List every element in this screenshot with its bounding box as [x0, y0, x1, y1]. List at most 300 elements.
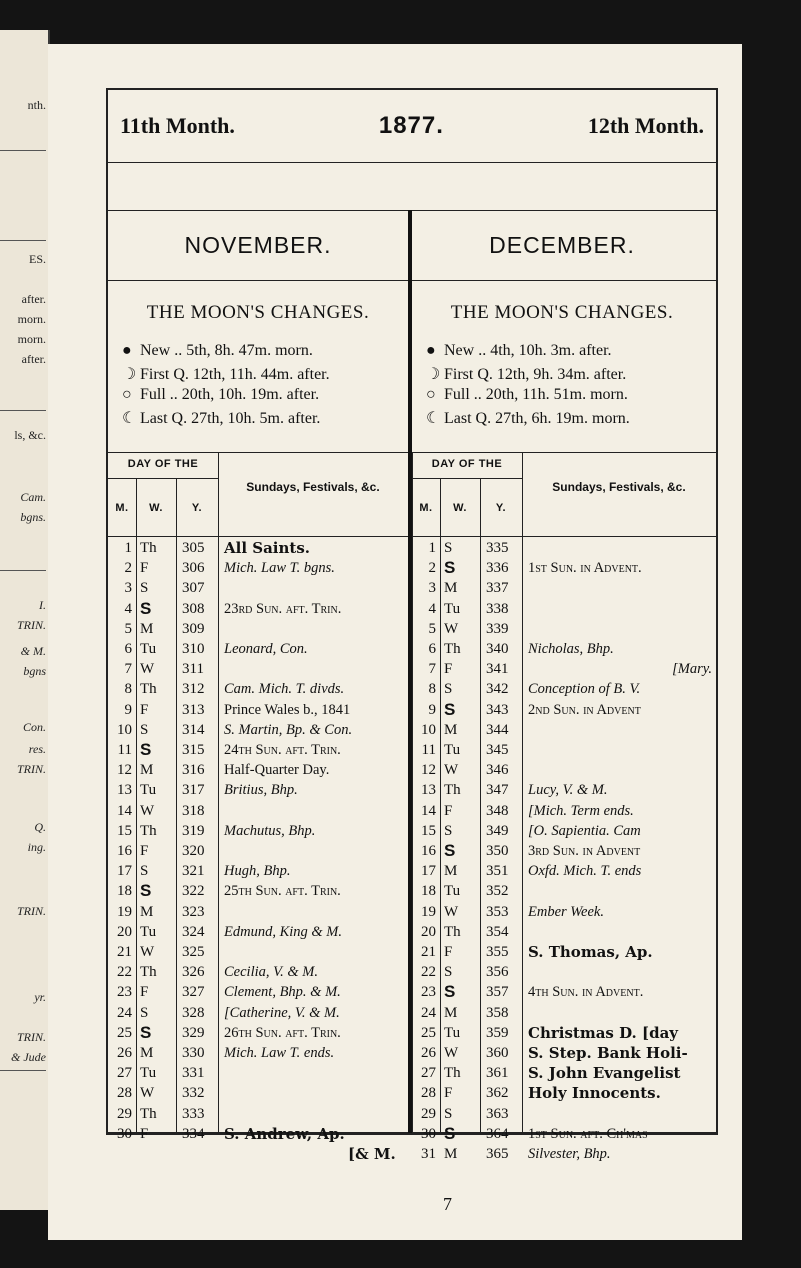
day-of-month: 17: [421, 863, 436, 880]
column-rule: [218, 452, 219, 1132]
festival-entry: Nicholas, Bhp.: [528, 641, 614, 657]
prev-page-fragment: after.: [21, 352, 46, 366]
day-of-month: 3: [124, 580, 132, 597]
prev-page-fragment: after.: [21, 292, 46, 306]
header-right-month: 12th Month.: [587, 113, 704, 138]
day-of-week: M: [444, 721, 458, 738]
day-of-year: 339: [486, 620, 509, 637]
horizontal-rule: [108, 162, 716, 163]
day-of-week: W: [444, 903, 459, 920]
col-w-header: W.: [149, 502, 163, 514]
day-of-year: 354: [486, 923, 509, 940]
day-of-year: 349: [486, 822, 509, 839]
day-of-month: 13: [421, 782, 436, 799]
festival-entry: Britius, Bhp.: [224, 782, 298, 799]
moon-phase-icon: ☽: [426, 366, 441, 383]
festival-entry: Oxfd. Mich. T. ends: [528, 863, 642, 880]
column-rule: [440, 478, 441, 1132]
day-of-month: 23: [117, 984, 132, 1001]
prev-page-fragment: res.: [28, 742, 46, 756]
festival-entry: S. Thomas, Ap.: [528, 943, 653, 961]
header-sub-rule: [108, 478, 218, 479]
day-of-week: F: [140, 1125, 149, 1142]
festival-entry: 1st Sun. aft. Ch'mas: [528, 1125, 648, 1142]
day-of-month: 12: [117, 762, 132, 779]
day-of-month: 4: [428, 600, 436, 617]
day-of-month: 11: [117, 742, 132, 758]
day-of-month: 26: [117, 1045, 132, 1061]
day-of-week: S: [444, 982, 456, 1002]
day-of-month: 21: [117, 944, 132, 960]
col-w-header: W.: [453, 502, 467, 514]
festival-entry: Clement, Bhp. & M.: [224, 984, 341, 1001]
header-left-month: 11th Month.: [120, 113, 235, 138]
day-of-month: 4: [124, 600, 132, 617]
day-of-month: 9: [124, 701, 132, 718]
moon-phase-line: [426, 408, 630, 428]
festival-entry: Leonard, Con.: [224, 641, 308, 657]
day-of-month: 2: [124, 560, 132, 577]
day-of-week: F: [140, 843, 149, 859]
day-of-year: 337: [486, 580, 509, 597]
moon-phase-icon: ☾: [426, 410, 441, 427]
day-of-week: F: [444, 1085, 453, 1102]
day-of-month: 11: [421, 742, 436, 758]
day-of-year: 360: [486, 1045, 509, 1061]
day-of-year: 352: [486, 883, 509, 900]
column-rule: [136, 478, 137, 1132]
day-of-year: 350: [486, 843, 509, 859]
day-of-month: 2: [428, 560, 436, 577]
day-of-year: 318: [182, 802, 205, 819]
day-of-week: M: [140, 903, 154, 920]
prev-page-fragment: Cam.: [20, 490, 46, 504]
moon-phase-text: First Q. 12th, 11h. 44m. after.: [140, 366, 330, 383]
moon-phase-icon: ☽: [122, 366, 137, 383]
day-of-month: 31: [421, 1146, 436, 1162]
day-of-month: 14: [117, 802, 132, 819]
day-of-year: 336: [486, 560, 509, 577]
day-of-week: Tu: [444, 1024, 461, 1041]
festival-entry: Christmas D. [day: [528, 1023, 679, 1042]
day-of-year: 307: [182, 580, 205, 597]
day-of-month: 16: [421, 843, 436, 859]
moon-phase-icon: ○: [426, 386, 436, 403]
day-of-week: F: [444, 944, 453, 960]
day-of-year: 340: [486, 641, 509, 657]
header-year: 1877.: [378, 112, 444, 139]
almanac-page: [48, 44, 742, 1240]
moon-phase-icon: ○: [122, 386, 132, 403]
day-of-year: 331: [182, 1065, 205, 1082]
day-of-year: 353: [486, 903, 509, 920]
moon-phase-text: Last Q. 27th, 6h. 19m. morn.: [444, 410, 630, 427]
day-of-week: M: [140, 620, 154, 637]
day-of-year: 335: [486, 540, 509, 556]
column-rule: [480, 478, 481, 1132]
day-of-year: 356: [486, 964, 509, 981]
day-of-month: 15: [117, 822, 132, 839]
day-of-week: W: [140, 1085, 155, 1102]
day-of-month: 7: [428, 661, 436, 678]
day-of-year: 323: [182, 903, 205, 920]
day-of-month: 5: [428, 620, 436, 637]
prev-page-fragment: yr.: [34, 990, 46, 1004]
day-of-week: Tu: [444, 600, 461, 617]
day-of-week: S: [444, 822, 453, 839]
festival-entry: 4th Sun. in Advent.: [528, 984, 644, 1001]
day-of-month: 21: [421, 944, 436, 960]
day-of-week: S: [140, 881, 152, 901]
day-of-year: 341: [486, 661, 509, 678]
day-of-month: 6: [428, 641, 436, 657]
november-title: NOVEMBER.: [184, 232, 332, 258]
day-of-week: S: [140, 598, 152, 618]
day-of-week: F: [444, 661, 453, 678]
day-of-month: 14: [421, 802, 436, 819]
horizontal-rule: [108, 280, 716, 281]
column-rule: [176, 478, 177, 1132]
day-of-month: 16: [117, 843, 132, 859]
day-of-month: 25: [421, 1024, 436, 1041]
day-of-month: 6: [124, 641, 132, 657]
day-of-month: 7: [124, 661, 132, 678]
day-of-week: S: [140, 1022, 152, 1042]
festival-entry: S. John Evangelist: [528, 1064, 681, 1083]
page-header: [108, 90, 716, 162]
day-of-month: 17: [117, 863, 132, 880]
festival-entry: Mich. Law T. ends.: [224, 1045, 335, 1061]
day-of-week: S: [444, 964, 453, 981]
day-of-year: 333: [182, 1105, 205, 1122]
day-of-week: F: [140, 984, 149, 1001]
moon-phase-line: [122, 386, 319, 404]
day-of-week: M: [444, 580, 458, 597]
col-m-header: M.: [419, 502, 433, 514]
day-of-year: 345: [486, 742, 509, 758]
moon-changes-title: THE MOON'S CHANGES.: [146, 302, 370, 323]
day-of-month: 30: [421, 1125, 436, 1142]
festival-entry: Lucy, V. & M.: [528, 782, 608, 799]
festival-entry: S. Andrew, Ap.: [224, 1124, 345, 1143]
festival-entry: All Saints.: [224, 539, 311, 557]
column-rule: [522, 452, 523, 1132]
day-of-year: 351: [486, 863, 509, 880]
day-of-week: Tu: [140, 923, 157, 940]
day-of-year: 320: [182, 843, 205, 859]
day-of-month: 26: [421, 1045, 436, 1061]
day-of-week: Tu: [140, 641, 157, 657]
prev-page-fragment: morn.: [17, 312, 46, 326]
day-of-week: S: [140, 580, 149, 597]
day-of-week: Tu: [140, 1065, 157, 1082]
prev-page-fragment: bgns.: [20, 510, 46, 524]
day-of-month: 24: [117, 1004, 132, 1021]
day-of-year: 319: [182, 822, 205, 839]
festival-entry: Ember Week.: [528, 903, 604, 920]
col-y-header: Y.: [191, 502, 203, 514]
day-of-week: S: [444, 681, 453, 698]
day-of-month: 20: [117, 923, 132, 940]
day-of-year: 362: [486, 1085, 509, 1102]
prev-page-fragment: TRIN.: [16, 618, 46, 632]
header-sub-rule: [412, 478, 522, 479]
day-of-year: 338: [486, 600, 509, 617]
day-of-week: S: [140, 863, 149, 880]
prev-page-fragment: Q.: [34, 820, 46, 834]
day-of-week: W: [444, 762, 459, 779]
day-of-year: 358: [486, 1004, 509, 1021]
day-of-year: 325: [182, 944, 205, 960]
day-of-week: W: [140, 944, 155, 960]
festival-entry: [Catherine, V. & M.: [224, 1004, 340, 1021]
festival-entry: [Mich. Term ends.: [528, 802, 634, 819]
day-of-month: 19: [117, 903, 132, 920]
prev-page-fragment: Con.: [22, 720, 46, 734]
prev-page-rule: [0, 570, 46, 571]
day-of-month: 22: [117, 964, 132, 981]
day-of-year: 326: [182, 964, 205, 981]
day-of-year: 364: [486, 1125, 509, 1142]
day-of-year: 334: [182, 1125, 205, 1142]
prev-page-fragment: I.: [39, 598, 46, 612]
previous-page-edge: [0, 30, 50, 1210]
prev-page-fragment: TRIN.: [16, 1030, 46, 1044]
day-of-week: S: [140, 740, 152, 759]
festival-entry: Edmund, King & M.: [224, 923, 343, 940]
day-of-week: F: [140, 701, 149, 718]
day-of-year: 305: [182, 540, 205, 556]
day-of-week: S: [444, 558, 456, 578]
day-of-year: 315: [182, 742, 205, 758]
festival-entry: 23rd Sun. aft. Trin.: [224, 600, 342, 617]
day-of-year: 365: [486, 1146, 509, 1162]
moon-phase-icon: ●: [426, 342, 436, 359]
day-of-month: 15: [421, 822, 436, 839]
col-y-header: Y.: [495, 502, 507, 514]
festival-entry: Cam. Mich. T. divds.: [224, 681, 345, 698]
day-of-year: 314: [182, 721, 205, 738]
day-of-week: S: [444, 1105, 453, 1122]
day-of-year: 324: [182, 923, 205, 940]
festival-entry: 25th Sun. aft. Trin.: [224, 883, 341, 900]
festival-entry: [O. Sapientia. Cam: [528, 822, 641, 839]
day-of-year: 357: [486, 984, 509, 1001]
day-of-month: 1: [124, 540, 132, 556]
day-of-year: 316: [182, 762, 205, 779]
horizontal-rule: [108, 210, 716, 211]
prev-page-fragment: bgns: [23, 664, 46, 678]
day-of-the-header: DAY OF THE: [127, 458, 199, 470]
moon-phase-line: [426, 386, 628, 404]
day-of-week: Tu: [140, 782, 157, 799]
day-of-month: 18: [117, 883, 132, 900]
festival-entry: 26th Sun. aft. Trin.: [224, 1024, 341, 1041]
day-of-month: 27: [117, 1065, 132, 1082]
festival-entry: Hugh, Bhp.: [224, 863, 291, 880]
moon-phase-line: [426, 342, 612, 360]
moon-phase-text: Full .. 20th, 11h. 51m. morn.: [444, 386, 628, 403]
prev-page-fragment: morn.: [17, 332, 46, 346]
festival-entry: [Mary.: [672, 661, 712, 678]
moon-phase-text: Full .. 20th, 10h. 19m. after.: [140, 386, 320, 403]
day-of-year: 355: [486, 944, 509, 960]
day-of-year: 308: [182, 600, 205, 617]
day-of-week: S: [444, 540, 453, 556]
prev-page-fragment: & M.: [20, 644, 46, 658]
day-of-week: Th: [140, 822, 157, 839]
day-of-year: 330: [182, 1045, 205, 1061]
day-of-week: F: [444, 802, 453, 819]
day-of-week: S: [140, 1004, 149, 1021]
festival-entry: S. Martin, Bp. & Con.: [224, 721, 353, 738]
day-of-month: 8: [124, 681, 132, 698]
moon-phase-text: New .. 4th, 10h. 3m. after.: [444, 342, 612, 359]
festival-entry: 3rd Sun. in Advent: [528, 843, 641, 859]
festival-entry: Holy Innocents.: [528, 1084, 661, 1103]
day-of-year: 348: [486, 802, 509, 819]
day-of-year: 359: [486, 1024, 509, 1041]
day-of-year: 346: [486, 762, 509, 779]
day-of-month: 30: [117, 1125, 132, 1142]
day-of-year: 317: [182, 782, 205, 799]
day-of-year: 332: [182, 1085, 205, 1102]
day-of-month: 28: [117, 1085, 132, 1102]
day-of-week: S: [140, 721, 149, 738]
day-of-month: 18: [421, 883, 436, 900]
prev-page-fragment: nth.: [27, 98, 46, 112]
day-of-week: Th: [444, 782, 461, 799]
day-of-month: 24: [421, 1004, 436, 1021]
day-of-year: 342: [486, 681, 509, 698]
day-of-year: 327: [182, 984, 205, 1001]
day-of-month: 9: [428, 701, 436, 718]
day-of-year: 306: [182, 560, 205, 577]
day-of-month: 22: [421, 964, 436, 981]
day-of-month: 8: [428, 681, 436, 698]
day-of-week: Th: [444, 1065, 461, 1082]
festival-entry: Conception of B. V.: [528, 681, 641, 698]
day-of-year: 343: [486, 701, 509, 718]
day-of-month: 10: [117, 721, 132, 738]
day-of-week: F: [140, 560, 149, 577]
day-of-week: Tu: [444, 742, 461, 758]
day-of-year: 311: [182, 661, 204, 678]
day-of-year: 322: [182, 883, 205, 900]
day-of-year: 312: [182, 681, 205, 698]
prev-page-rule: [0, 150, 46, 151]
moon-phase-text: First Q. 12th, 9h. 34m. after.: [444, 366, 627, 383]
prev-page-fragment: ES.: [28, 252, 46, 266]
day-of-month: 13: [117, 782, 132, 799]
day-of-month: 5: [124, 620, 132, 637]
day-of-year: 344: [486, 721, 509, 738]
day-of-month: 19: [421, 903, 436, 920]
day-of-year: 309: [182, 620, 205, 637]
day-of-week: Th: [140, 681, 157, 698]
calendar-frame: [106, 88, 718, 1163]
day-of-week: Tu: [444, 883, 461, 900]
day-of-month: 10: [421, 721, 436, 738]
page-number: 7: [443, 1194, 452, 1214]
col-festivals-header: Sundays, Festivals, &c.: [246, 480, 380, 494]
day-of-year: 328: [182, 1004, 205, 1021]
day-of-week: M: [444, 863, 458, 880]
festival-entry: Prince Wales b., 1841: [224, 701, 351, 718]
day-of-month: 28: [421, 1085, 436, 1102]
day-of-week: W: [444, 1045, 459, 1061]
prev-page-rule: [0, 240, 46, 241]
day-of-week: S: [444, 699, 456, 719]
festival-entry: 24th Sun. aft. Trin.: [224, 742, 341, 758]
day-of-year: 321: [182, 863, 205, 880]
day-of-year: 363: [486, 1105, 509, 1122]
day-of-year: 313: [182, 701, 205, 718]
day-of-month: 29: [117, 1105, 132, 1122]
moon-phase-line: [426, 364, 626, 384]
moon-changes-title: THE MOON'S CHANGES.: [450, 302, 674, 323]
day-of-month: 12: [421, 762, 436, 779]
day-of-week: W: [444, 620, 459, 637]
col-festivals-header: Sundays, Festivals, &c.: [552, 480, 686, 494]
festival-entry: Mich. Law T. bgns.: [224, 560, 335, 577]
festival-entry: 1st Sun. in Advent.: [528, 560, 642, 577]
moon-phase-line: [122, 408, 320, 428]
december-title: DECEMBER.: [489, 232, 635, 258]
day-of-week: W: [140, 661, 155, 678]
prev-page-fragment: TRIN.: [16, 762, 46, 776]
day-of-month: 3: [428, 580, 436, 597]
day-of-week: Th: [140, 964, 157, 981]
moon-phase-icon: ●: [122, 342, 132, 359]
festival-entry: Half-Quarter Day.: [224, 762, 330, 779]
festival-entry: [& M.: [348, 1145, 396, 1163]
day-of-week: M: [140, 762, 154, 779]
col-m-header: M.: [115, 502, 129, 514]
moon-phase-icon: ☾: [122, 410, 137, 427]
day-of-year: 361: [486, 1065, 509, 1082]
day-of-week: W: [140, 802, 155, 819]
day-of-week: M: [444, 1004, 458, 1021]
moon-phase-text: New .. 5th, 8h. 47m. morn.: [140, 342, 313, 359]
day-of-week: Th: [444, 923, 461, 940]
day-of-month: 1: [428, 540, 436, 556]
day-of-week: Th: [140, 1105, 157, 1122]
prev-page-fragment: ls, &c.: [14, 428, 46, 442]
day-of-week: S: [444, 1123, 456, 1143]
day-of-week: M: [140, 1045, 154, 1061]
day-of-week: Th: [140, 540, 157, 556]
festival-entry: Cecilia, V. & M.: [224, 964, 318, 981]
day-of-month: 20: [421, 923, 436, 940]
festival-entry: Silvester, Bhp.: [528, 1146, 611, 1162]
festival-entry: S. Step. Bank Holi-: [528, 1044, 688, 1062]
day-of-year: 329: [182, 1024, 205, 1041]
day-of-year: 347: [486, 782, 509, 799]
day-of-week: M: [444, 1146, 458, 1162]
prev-page-rule: [0, 1070, 46, 1071]
day-of-the-header: DAY OF THE: [431, 458, 503, 470]
moon-phase-text: Last Q. 27th, 10h. 5m. after.: [140, 410, 321, 427]
moon-phase-line: [122, 364, 330, 384]
prev-page-rule: [0, 410, 46, 411]
day-of-week: S: [444, 841, 456, 860]
day-of-year: 310: [182, 641, 205, 657]
moon-phase-line: [122, 342, 313, 360]
festival-entry: Machutus, Bhp.: [224, 822, 316, 839]
day-of-week: Th: [444, 641, 461, 657]
day-of-month: 27: [421, 1065, 436, 1082]
